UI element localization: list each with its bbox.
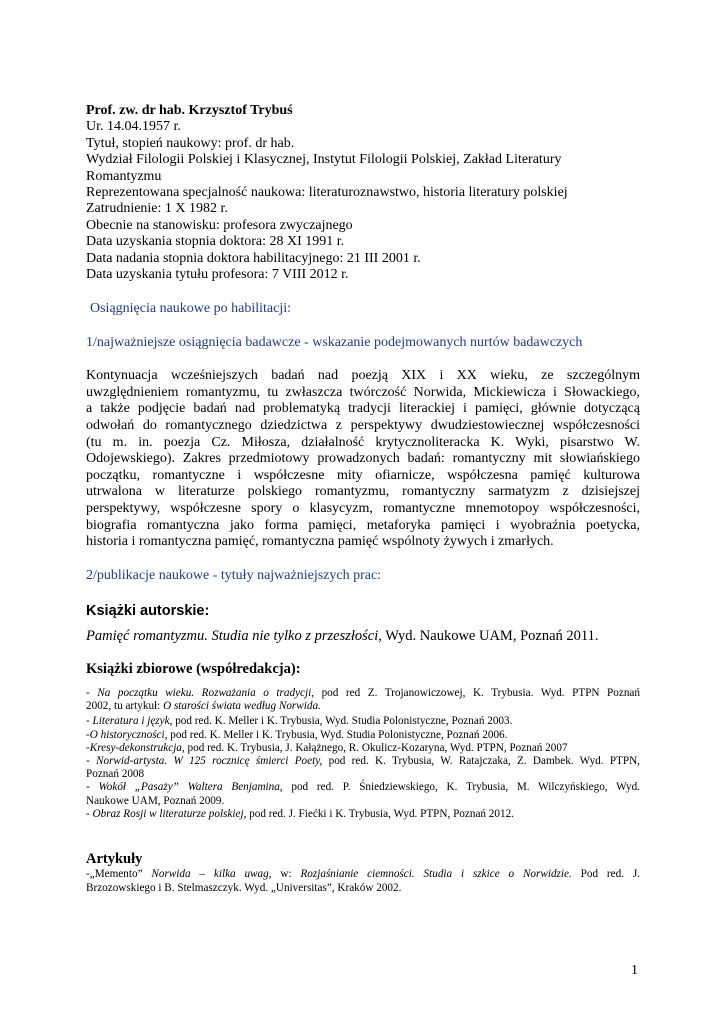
phd-date: Data uzyskania stopnia doktora: 28 XI 1991 r. [86, 234, 345, 250]
paragraph-line: (tu m. in. poezja Cz. Miłosza, działalność krytycznoliteracka K. Wyki, pisarstwo W. [86, 434, 640, 450]
paragraph-line: utrwalona w literaturze polskiego romantyzmu, romantyczny sarmatyzm z dzisiejszej [86, 484, 640, 500]
position: Obecnie na stanowisku: profesora zwyczajnego [86, 217, 353, 233]
paragraph-line: odwołań do romantycznego dziedzictwa z perspektywy dwudziestowiecznej współczesności [86, 418, 640, 434]
book-entry [86, 628, 640, 644]
author-name: Prof. zw. dr hab. Krzysztof Trybuś [86, 103, 293, 118]
article-item-cont: Brzozowskiego i B. Stelmaszczyk. Wyd. „Universitas”, Kraków 2002. [86, 881, 402, 894]
article-item: -„Memento” Norwida – kilka uwag, w: Rozjaśnianie ciemności. Studia i szkice o Norwidzie. Pod red. J. [86, 868, 641, 881]
edited-item: - Literatura i język, pod red. K. Meller i K. Trybusia, Wyd. Studia Polonistyczne, Poznań 2003. [86, 715, 513, 728]
edited-item: -O historyczności, pod red. K. Meller i K. Trybusia, Wyd. Studia Polonistyczne, Poznań 2006. [86, 728, 508, 741]
articles-heading: Artykuły [86, 851, 143, 868]
habilitation-date: Data nadania stopnia doktora habilitacyjnego: 21 III 2001 r. [86, 250, 421, 266]
page-number: 1 [631, 963, 638, 978]
edited-item-cont: Poznań 2008 [86, 768, 145, 781]
faculty-line-cont: Romantyzmu [86, 168, 162, 184]
paragraph-line: Kontynuacja wcześniejszych badań nad poezją XIX i XX wieku, ze szczególnym [86, 368, 640, 384]
subsection-achievements: 1/najważniejsze osiągnięcia badawcze - wskazanie podejmowanych nurtów badawczych [86, 334, 583, 350]
edited-item-cont: Naukowe UAM, Poznań 2009. [86, 794, 225, 807]
edited-item: - Na początku wieku. Rozważania o tradycji, pod red Z. Trojanowiczowej, K. Trybusia. Wyd. PTPN Poznań [86, 687, 640, 700]
section-title: Osiągnięcia naukowe po habilitacji: [90, 301, 291, 317]
paragraph-line: uwzględnieniem romantyzmu, tu zwłaszcza twórczość Norwida, Mickiewicza i Słowackiego, [86, 384, 640, 400]
employment: Zatrudnienie: 1 X 1982 r. [86, 201, 228, 217]
research-paragraph [86, 368, 640, 551]
edited-item: - Obraz Rosji w literaturze polskiej, pod red. J. Fiećki i K. Trybusia, Wyd. PTPN, Poznań 2012. [86, 807, 514, 820]
edited-heading: Książki zbiorowe (współredakcja): [86, 660, 301, 677]
articles-list [86, 868, 640, 894]
paragraph-line: historia i romantyczna pamięć, romantyczna pamięć wspólnoty żywych i zmarłych. [86, 534, 554, 550]
paragraph-line: a także podjęcie badań nad problematyką tradycji literackiej i pamięci, głównie dotyczącą [86, 401, 640, 417]
faculty-line: Wydział Filologii Polskiej i Klasycznej, Instytut Filologii Polskiej, Zakład Literatury [86, 152, 562, 168]
academic-title: Tytuł, stopień naukowy: prof. dr hab. [86, 135, 295, 151]
book-title: Pamięć romantyzmu. Studia nie tylko z przeszłości [86, 628, 379, 645]
paragraph-line: Odojewskiego). Zakres przedmiotowy prowadzonych badań: romantyczny mit słowiańskiego [86, 451, 640, 467]
document-page [86, 103, 640, 895]
paragraph-line: biografia romantyczna jako forma pamięci, metaforyka pamięci i wyobraźnia poetycka, [86, 517, 640, 533]
edited-item: - Wokół „Pasaży” Waltera Benjamina, pod red. P. Śniedziewskiego, K. Trybusia, M. Wilczyńskiego, Wyd. [86, 781, 640, 794]
books-heading: Książki autorskie: [86, 603, 210, 620]
edited-item-cont: 2002, tu artykuł: O starości świata według Norwida. [86, 700, 321, 713]
specialty: Reprezentowana specjalność naukowa: literaturoznawstwo, historia literatury polskiej [86, 185, 568, 201]
edited-list [86, 687, 640, 821]
edited-item: - Norwid-artysta. W 125 rocznicę śmierci Poety, pod red. K. Trybusia, W. Ratajczaka, Z. Dambek. Wyd. PTPN, [86, 755, 640, 768]
book-details: , Wyd. Naukowe UAM, Poznań 2011. [378, 628, 599, 645]
paragraph-line: perspektywy, współczesne spory o klasycyzm, romantyczne mnemotopoy współczesności, [86, 501, 640, 517]
subsection-publications: 2/publikacje naukowe - tytuły najważniejszych prac: [86, 567, 382, 583]
edited-item: -Kresy-dekonstrukcja, pod red. K. Trybusia, J. Kałążnego, R. Okulicz-Kozaryna, Wyd. PTPN, Poznań 2007 [86, 741, 568, 754]
professor-date: Data uzyskania tytułu profesora: 7 VIII 2012 r. [86, 267, 349, 283]
birth-date: Ur. 14.04.1957 r. [86, 119, 181, 135]
paragraph-line: początku, romantyczne i współczesne mity ofiarnicze, współczesna pamięć kulturowa [86, 467, 640, 483]
